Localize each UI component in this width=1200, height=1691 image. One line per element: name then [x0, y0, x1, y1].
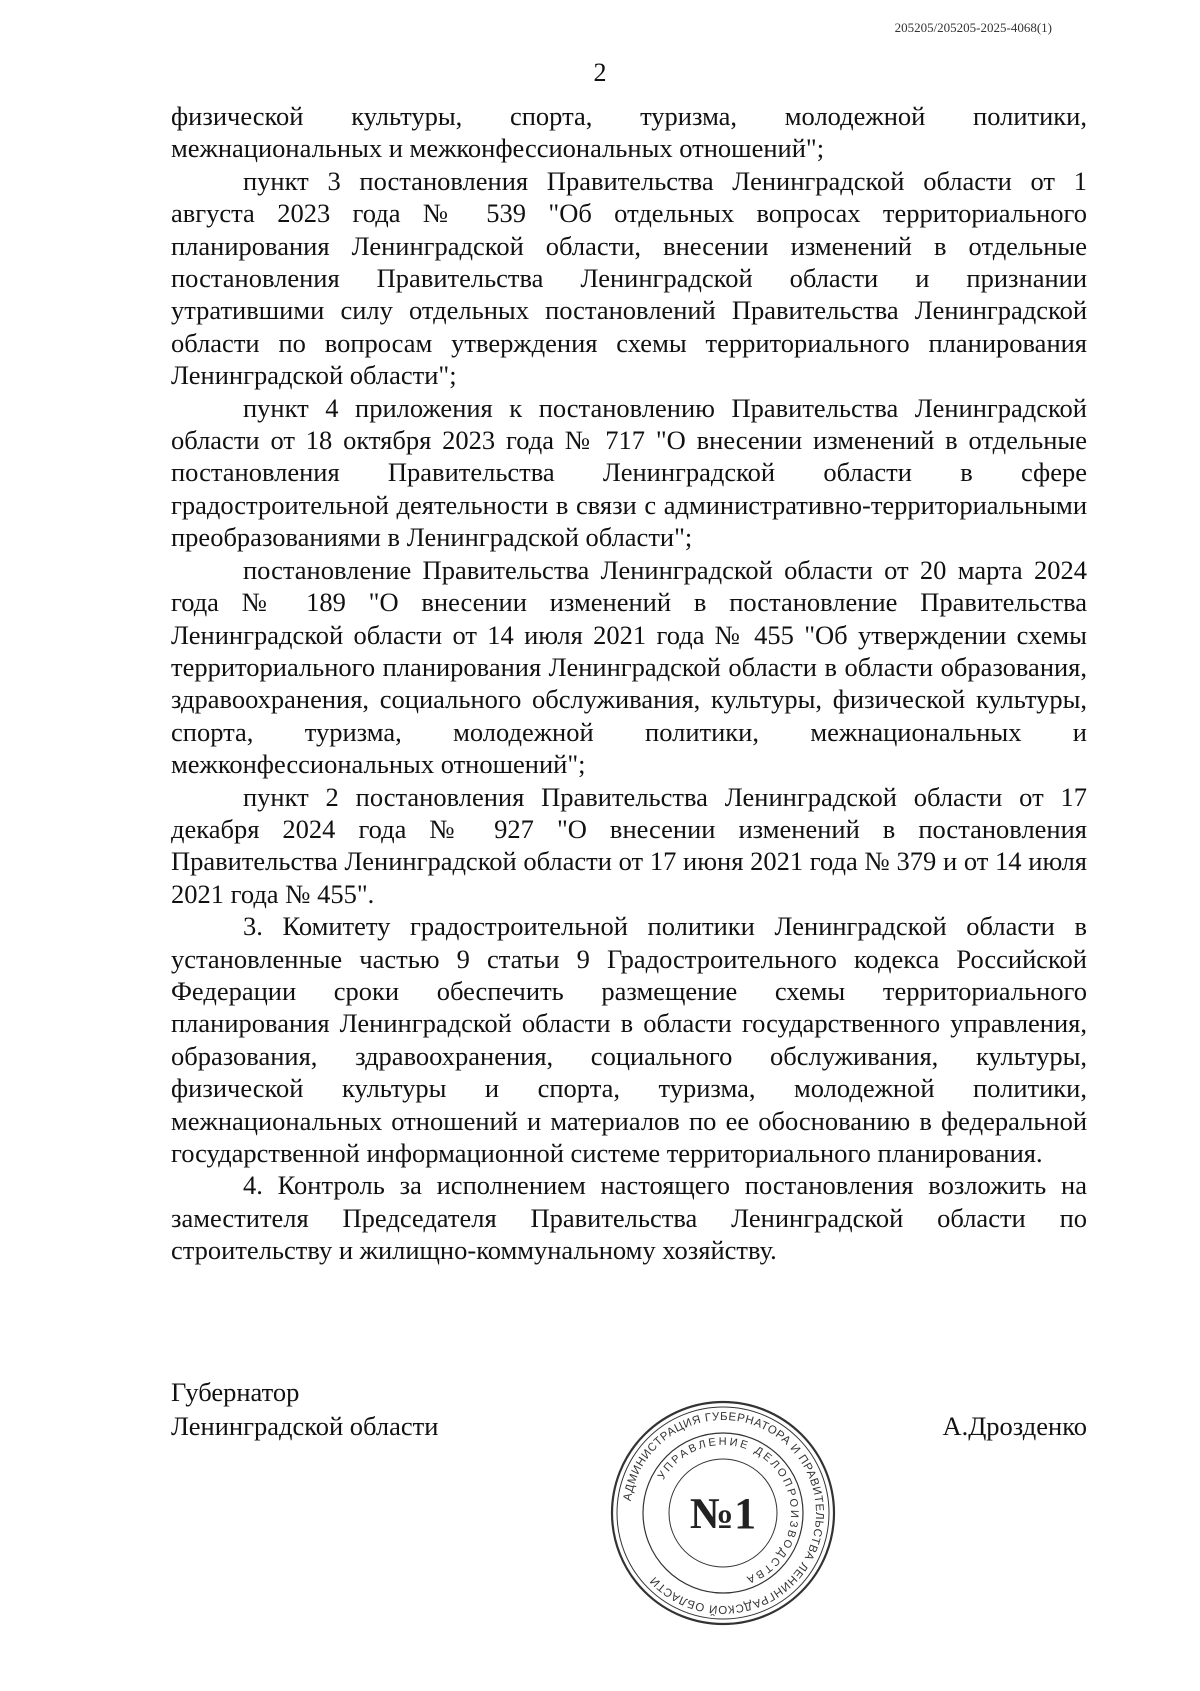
seal-inner-text: УПРАВЛЕНИЕ ДЕЛОПРОИЗВОДСТВА: [655, 1435, 801, 1587]
paragraph: 4. Контроль за исполнением настоящего постановления возложить на заместителя Председателя Правительства Ленинградской области по строительству и жилищно-коммунальному хозяйству.: [171, 1170, 1087, 1266]
signatory-position: [171, 1375, 438, 1443]
official-seal: [608, 1398, 838, 1628]
paragraph: пункт 3 постановления Правительства Ленинградской области от 1 августа 2023 года № 539 "Об отдельных вопросах территориального планирования Ленинградской области, внесении изменений в отдельные постановления Правительства Ленинградской области и признании утратившими силу отдельных постановлений Правительства Ленинградской области по вопросам утверждения схемы территориального планирования Ленинградской области";: [171, 165, 1087, 391]
document-id: 205205/205205-2025-4068(1): [894, 20, 1052, 35]
paragraph: 3. Комитету градостроительной политики Ленинградской области в установленные частью 9 статьи 9 Градостроительного кодекса Российской Федерации сроки обеспечить размещение схемы территориального планирования Ленинградской области в области государственного управления, образования, здравоохранения, социального обслуживания, культуры, физической культуры и спорта, туризма, молодежной политики, межнациональных отношений и материалов по ее обоснованию в федеральной государственной информационной системе территориального планирования.: [171, 911, 1087, 1168]
signatory-region: Ленинградской области: [171, 1411, 439, 1441]
seal-center-number: №1: [689, 1489, 757, 1538]
paragraph: пункт 2 постановления Правительства Ленинградской области от 17 декабря 2024 года № 927 "О внесении изменений в постановления Правительства Ленинградской области от 17 июня 2021 года № 379 и от 14 июля 2021 года № 455".: [171, 781, 1087, 909]
document-body: [171, 100, 1087, 1267]
paragraph: постановление Правительства Ленинградской области от 20 марта 2024 года № 189 "О внесении изменений в постановление Правительства Ленинградской области от 14 июля 2021 года № 455 "Об утверждении схемы территориального планирования Ленинградской области в области образования, здравоохранения, социального обслуживания, культуры, физической культуры, спорта, туризма, молодежной политики, межнациональных и межконфессиональных отношений";: [171, 554, 1087, 780]
signatory-title: Губернатор: [171, 1377, 300, 1407]
page-number: 2: [593, 58, 607, 87]
seal-outer-text: АДМИНИСТРАЦИЯ ГУБЕРНАТОРА И ПРАВИТЕЛЬСТВА ЛЕНИНГРАДСКОЙ ОБЛАСТИ: [621, 1410, 826, 1616]
paragraph: физической культуры, спорта, туризма, молодежной политики, межнациональных и межконфессиональных отношений";: [171, 101, 1087, 164]
paragraph: пункт 4 приложения к постановлению Правительства Ленинградской области от 18 октября 2023 года № 717 "О внесении изменений в отдельные постановления Правительства Ленинградской области в сфере градостроительной деятельности в связи с административно-территориальными преобразованиями в Ленинградской области";: [171, 392, 1087, 553]
signatory-name: А.Дрозденко: [942, 1411, 1087, 1441]
